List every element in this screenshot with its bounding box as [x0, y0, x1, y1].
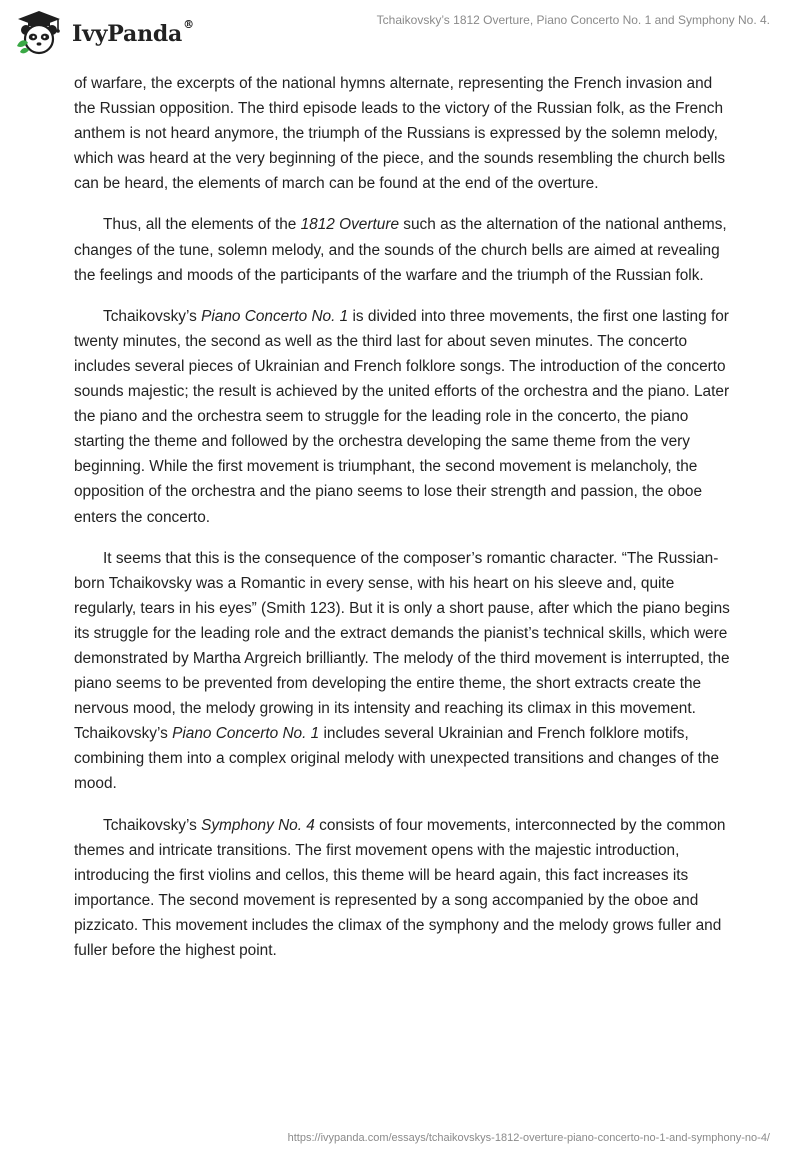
ivypanda-logo[interactable]	[14, 8, 194, 58]
essay-paragraph	[74, 304, 730, 530]
italic-work-title: 1812 Overture	[300, 216, 400, 234]
brand-name: IvyPanda®	[72, 18, 194, 47]
paragraph-text: includes several Ukrainian and French folklore motifs, combining them into a complex original melody with unexpected transitions and changes of the mood.	[74, 725, 720, 793]
essay-paragraph	[74, 546, 730, 797]
italic-work-title: Piano Concerto No. 1	[172, 725, 320, 743]
paragraph-text: Tchaikovsky’s	[103, 816, 202, 834]
paragraph-text: of warfare, the excerpts of the national hymns alternate, representing the French invasion and the Russian opposition. The third episode leads to the victory of the Russian folk, as the French anthem is not heard anymore, the triumph of the Russians is expressed by the solemn melody, which was heard at the very beginning of the piece, and the sounds resembling the church bells can be heard, the elements of march can be found at the end of the overture.	[74, 75, 726, 193]
italic-work-title: Symphony No. 4	[201, 816, 315, 834]
essay-body	[74, 71, 730, 979]
paragraph-text: such as the alternation of the national anthems, changes of the tune, solemn melody, and the sounds of the church bells are aimed at revealing the feelings and moods of the participants of the warfare and the triumph of the Russian folk.	[74, 216, 727, 284]
essay-paragraph	[74, 71, 730, 196]
document-title: Tchaikovsky’s 1812 Overture, Piano Concerto No. 1 and Symphony No. 4.	[376, 13, 770, 27]
paragraph-text: is divided into three movements, the first one lasting for twenty minutes, the second as well as the third last for about seven minutes. The concerto includes several pieces of Ukrainian and French folklore songs. The introduction of the concerto sounds majestic; the result is achieved by the united efforts of the orchestra and the piano. Later the piano and the orchestra seem to struggle for the leading role in the concerto, the piano starting the theme and followed by the orchestra developing the same theme from the very beginning. While the first movement is triumphant, the second movement is melancholy, the opposition of the orchestra and the piano seems to lose their strength and passion, the oboe enters the concerto.	[74, 307, 730, 526]
essay-paragraph	[74, 813, 730, 964]
essay-paragraph	[74, 212, 730, 287]
paragraph-text: It seems that this is the consequence of the composer’s romantic character. “The Russian-born Tchaikovsky was a Romantic in every sense, with his heart on his sleeve and, quite regularly, tears in his eyes” (Smith 123). But it is only a short pause, after which the piano begins its struggle for the leading role and the extract demands the pianist’s technical skills, which were demonstrated by Martha Argreich brilliantly. The melody of the third movement is interrupted, the piano seems to be prevented from developing the entire theme, the short extracts create the nervous mood, the melody growing in its intensity and reaching its climax in this movement. Tchaikovsky’s	[74, 549, 730, 743]
registered-mark: ®	[183, 18, 194, 31]
paragraph-text: Thus, all the elements of the	[103, 216, 301, 234]
paragraph-text: consists of four movements, interconnected by the common themes and intricate transitions. The first movement opens with the majestic introduction, introducing the first violins and cellos, this theme will be heard again, this fact increases its importance. The second movement is represented by a song accompanied by the oboe and pizzicato. This movement includes the climax of the symphony and the melody grows fuller and fuller before the highest point.	[74, 816, 726, 959]
source-url[interactable]: https://ivypanda.com/essays/tchaikovskys-1812-overture-piano-concerto-no-1-and-symphony-no-4/	[287, 1132, 770, 1144]
page-header	[0, 0, 800, 70]
paragraph-text: Tchaikovsky’s	[103, 307, 202, 325]
italic-work-title: Piano Concerto No. 1	[201, 307, 349, 325]
panda-graduation-cap-icon	[14, 8, 64, 58]
